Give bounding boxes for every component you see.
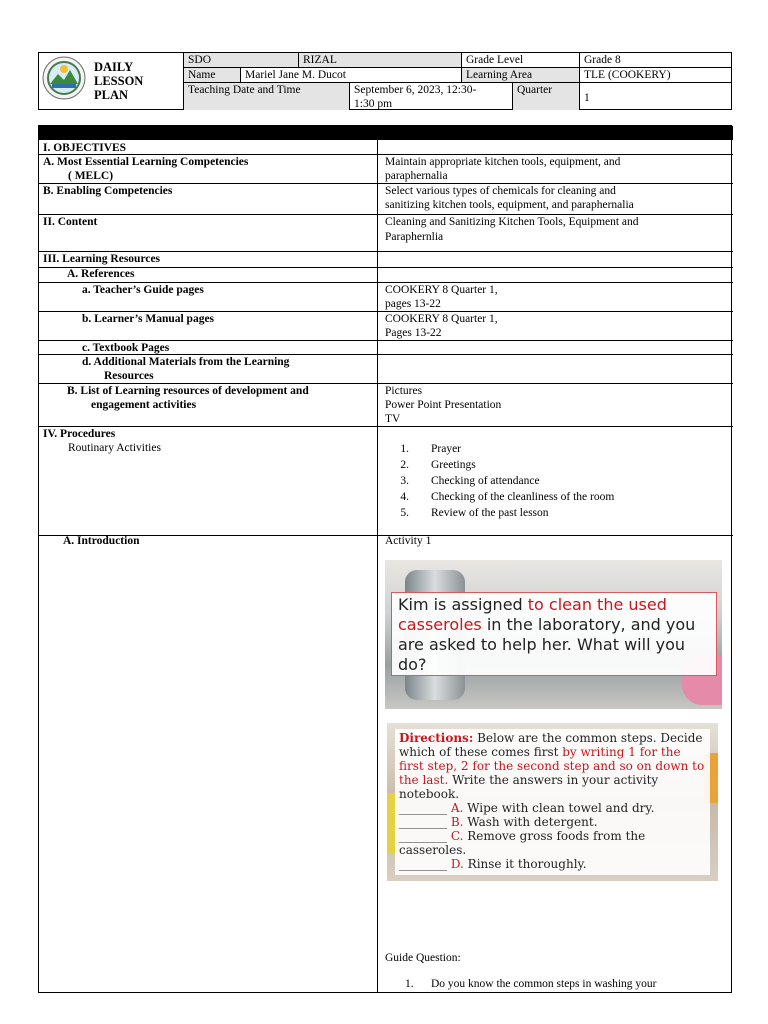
row-rule bbox=[39, 267, 733, 268]
teachers-guide-label: a. Teacher’s Guide pages bbox=[82, 284, 204, 296]
learners-manual-label: b. Learner’s Manual pages bbox=[82, 313, 215, 325]
teaching-date-label: Teaching Date and Time bbox=[183, 82, 349, 110]
learners-manual-value-line-2: Pages 13-22 bbox=[385, 327, 442, 339]
melc-label-line-1: A. Most Essential Learning Competencies bbox=[43, 156, 249, 168]
sdo-label: SDO bbox=[183, 52, 298, 67]
learners-manual-value-line-1: COOKERY 8 Quarter 1, bbox=[385, 313, 498, 325]
list-item: 1. Prayer bbox=[400, 443, 462, 455]
title-line-3: PLAN bbox=[94, 88, 129, 102]
list-resources-value-3: TV bbox=[385, 413, 401, 425]
teaching-date-line-2: 1:30 pm bbox=[354, 98, 393, 110]
deped-seal-icon bbox=[42, 56, 86, 100]
daily-lesson-plan-title bbox=[94, 60, 143, 102]
learning-area-label: Learning Area bbox=[461, 67, 579, 82]
additional-materials-label-line-1: d. Additional Materials from the Learning bbox=[82, 356, 290, 368]
grade-level-value: Grade 8 bbox=[579, 52, 732, 67]
header-table bbox=[38, 52, 732, 110]
title-line-1: DAILY bbox=[94, 60, 134, 74]
content-value-line-1: Cleaning and Sanitizing Kitchen Tools, Equipment and bbox=[385, 216, 639, 228]
activity-label: Activity 1 bbox=[385, 535, 432, 547]
list-item: 5. Review of the past lesson bbox=[400, 507, 549, 519]
column-divider bbox=[377, 126, 378, 412]
learning-area-value: TLE (COOKERY) bbox=[579, 67, 732, 82]
quarter-label: Quarter bbox=[512, 82, 579, 110]
enabling-label: B. Enabling Competencies bbox=[43, 185, 173, 197]
teachers-guide-value-line-1: COOKERY 8 Quarter 1, bbox=[385, 284, 498, 296]
list-resources-value-1: Pictures bbox=[385, 385, 423, 397]
row-rule bbox=[39, 426, 733, 427]
melc-value-line-2: paraphernalia bbox=[385, 170, 448, 182]
list-item: 4. Checking of the cleanliness of the room bbox=[400, 491, 615, 503]
directions-text: Directions: Below are the common steps. Decide which of these comes first by writing 1 for the first step, 2 for the second step and so on down to the last. Write the answers in your activity notebook. ________ A. Wipe with clean towel and dry. ________ B. Wash with detergent. ________ C. Remove gross foods from the casseroles. ________ D. Rinse it thoroughly. bbox=[395, 729, 710, 875]
teachers-guide-value-line-2: pages 13-22 bbox=[385, 298, 441, 310]
name-value: Mariel Jane M. Ducot bbox=[240, 67, 461, 82]
additional-materials-label-line-2: Resources bbox=[104, 370, 154, 382]
activity-scenario-image bbox=[385, 560, 722, 709]
references-label: A. References bbox=[67, 268, 135, 280]
title-line-2: LESSON bbox=[94, 74, 144, 88]
melc-label-line-2: ( MELC) bbox=[68, 170, 114, 182]
directions-image bbox=[387, 723, 718, 881]
enabling-value-line-1: Select various types of chemicals for cleaning and bbox=[385, 185, 616, 197]
grade-level-label: Grade Level bbox=[461, 52, 579, 67]
melc-value-line-1: Maintain appropriate kitchen tools, equipment, and bbox=[385, 156, 621, 168]
name-label: Name bbox=[183, 67, 240, 82]
enabling-value-line-2: sanitizing kitchen tools, equipment, and paraphernalia bbox=[385, 199, 634, 211]
list-item: 3. Checking of attendance bbox=[400, 475, 540, 487]
step-item: ________ B. Wash with detergent. bbox=[399, 815, 598, 829]
list-resources-label-line-2: engagement activities bbox=[91, 399, 197, 411]
procedures-label: IV. Procedures bbox=[43, 428, 116, 440]
content-value-line-2: Paraphernlia bbox=[385, 231, 444, 243]
table-header-bar bbox=[39, 126, 733, 140]
list-resources-label-line-1: B. List of Learning resources of development and bbox=[67, 385, 309, 397]
guide-item-number: 1. bbox=[405, 978, 414, 990]
column-divider-mid bbox=[377, 412, 378, 535]
routinary-label: Routinary Activities bbox=[68, 442, 161, 454]
guide-question-label: Guide Question: bbox=[385, 952, 461, 964]
scenario-text: Kim is assigned to clean the used casseroles in the laboratory, and you are asked to help her. What will you do? bbox=[391, 592, 717, 676]
routinary-list bbox=[385, 441, 614, 521]
objectives-heading: I. OBJECTIVES bbox=[43, 142, 127, 154]
step-item: ________ A. Wipe with clean towel and dry. bbox=[399, 801, 655, 815]
step-item: ________ D. Rinse it thoroughly. bbox=[399, 857, 587, 871]
quarter-value: 1 bbox=[579, 82, 732, 110]
column-divider-lower bbox=[377, 535, 378, 993]
list-resources-value-2: Power Point Presentation bbox=[385, 399, 502, 411]
sdo-value: RIZAL bbox=[298, 52, 461, 67]
teaching-date-value bbox=[349, 82, 512, 110]
resources-label: III. Learning Resources bbox=[43, 253, 161, 265]
lesson-plan-table bbox=[38, 125, 732, 993]
textbook-label: c. Textbook Pages bbox=[82, 342, 170, 354]
list-item: 2. Greetings bbox=[400, 459, 476, 471]
guide-item-text: Do you know the common steps in washing your bbox=[431, 978, 657, 990]
teaching-date-line-1: September 6, 2023, 12:30- bbox=[354, 84, 477, 96]
step-item: ________ C. Remove gross foods from the casseroles. bbox=[399, 829, 646, 857]
introduction-label: A. Introduction bbox=[63, 535, 140, 547]
content-label: II. Content bbox=[43, 216, 98, 228]
